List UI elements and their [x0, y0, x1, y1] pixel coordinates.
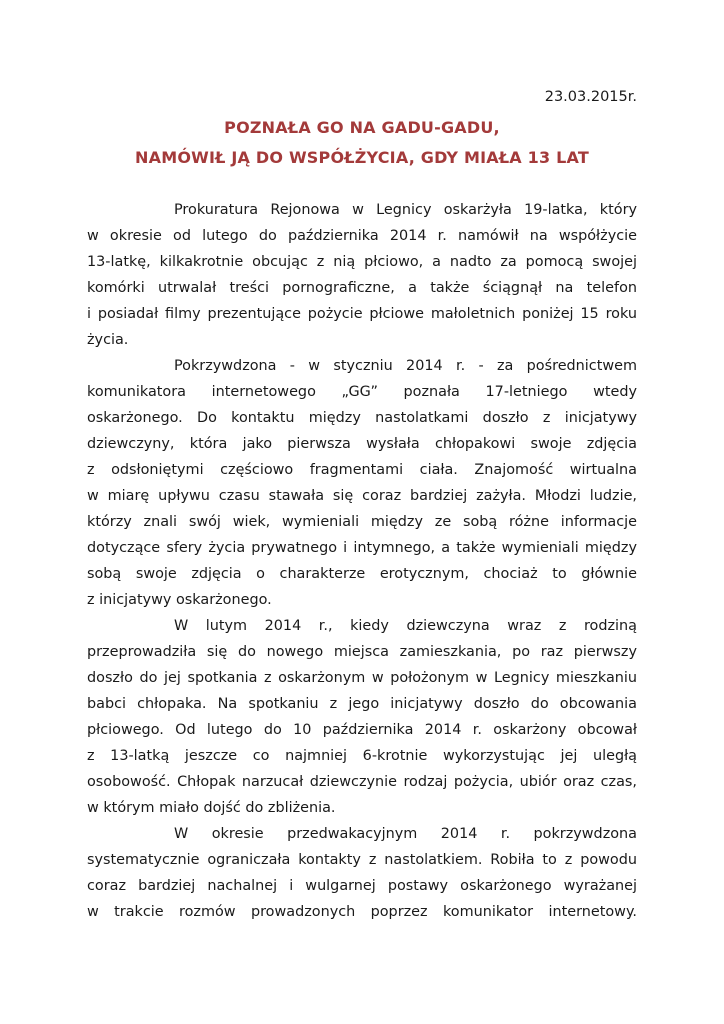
body-line: doszło do jej spotkania z oskarżonym w położonym w Legnicy mieszkaniu — [87, 670, 637, 686]
body-line: babci chłopaka. Na spotkaniu z jego inicjatywy doszło do obcowania — [87, 696, 637, 712]
body-line: systematycznie ograniczała kontakty z nastolatkiem. Robiła to z powodu — [87, 852, 637, 868]
body-line: Pokrzywdzona - w styczniu 2014 r. - za pośrednictwem — [174, 358, 637, 374]
body-line: z inicjatywy oskarżonego. — [87, 592, 272, 608]
body-line: dziewczyny, która jako pierwsza wysłała chłopakowi swoje zdjęcia — [87, 436, 637, 452]
body-line: coraz bardziej nachalnej i wulgarnej postawy oskarżonego wyrażanej — [87, 878, 637, 894]
body-line: z 13-latką jeszcze co najmniej 6-krotnie wykorzystując jej uległą — [87, 748, 637, 764]
body-line: życia. — [87, 332, 129, 348]
body-line: w okresie od lutego do października 2014 r. namówił na współżycie — [87, 228, 637, 244]
body-line: sobą swoje zdjęcia o charakterze erotycznym, chociaż to głównie — [87, 566, 637, 582]
body-line: W okresie przedwakacyjnym 2014 r. pokrzywdzona — [174, 826, 637, 842]
body-line: dotyczące sfery życia prywatnego i intymnego, a także wymieniali między — [87, 540, 637, 556]
body-line: i posiadał filmy prezentujące pożycie płciowe małoletnich poniżej 15 roku — [87, 306, 637, 322]
body-line: płciowego. Od lutego do 10 października 2014 r. oskarżony obcował — [87, 722, 637, 738]
body-line: 13-latkę, kilkakrotnie obcując z nią płciowo, a nadto za pomocą swojej — [87, 254, 637, 270]
headline-line-1: POZNAŁA GO NA GADU-GADU, — [224, 118, 500, 137]
body-line: w trakcie rozmów prowadzonych poprzez komunikator internetowy. — [87, 904, 637, 920]
body-line: W lutym 2014 r., kiedy dziewczyna wraz z rodziną — [174, 618, 637, 634]
body-line: przeprowadziła się do nowego miejsca zamieszkania, po raz pierwszy — [87, 644, 637, 660]
document-date: 23.03.2015r. — [544, 89, 637, 105]
body-line: komunikatora internetowego „GG” poznała 17-letniego wtedy — [87, 384, 637, 400]
body-line: komórki utrwalał treści pornograficzne, a także ściągnął na telefon — [87, 280, 637, 296]
body-line: w którym miało dojść do zbliżenia. — [87, 800, 336, 816]
body-line: którzy znali swój wiek, wymieniali między ze sobą różne informacje — [87, 514, 637, 530]
body-line: w miarę upływu czasu stawała się coraz bardziej zażyła. Młodzi ludzie, — [87, 488, 637, 504]
body-line: Prokuratura Rejonowa w Legnicy oskarżyła 19-latka, który — [174, 202, 637, 218]
body-line: oskarżonego. Do kontaktu między nastolatkami doszło z inicjatywy — [87, 410, 637, 426]
headline-line-2: NAMÓWIŁ JĄ DO WSPÓŁŻYCIA, GDY MIAŁA 13 LAT — [135, 148, 589, 167]
body-line: osobowość. Chłopak narzucał dziewczynie rodzaj pożycia, ubiór oraz czas, — [87, 774, 637, 790]
body-line: z odsłoniętymi częściowo fragmentami ciała. Znajomość wirtualna — [87, 462, 637, 478]
